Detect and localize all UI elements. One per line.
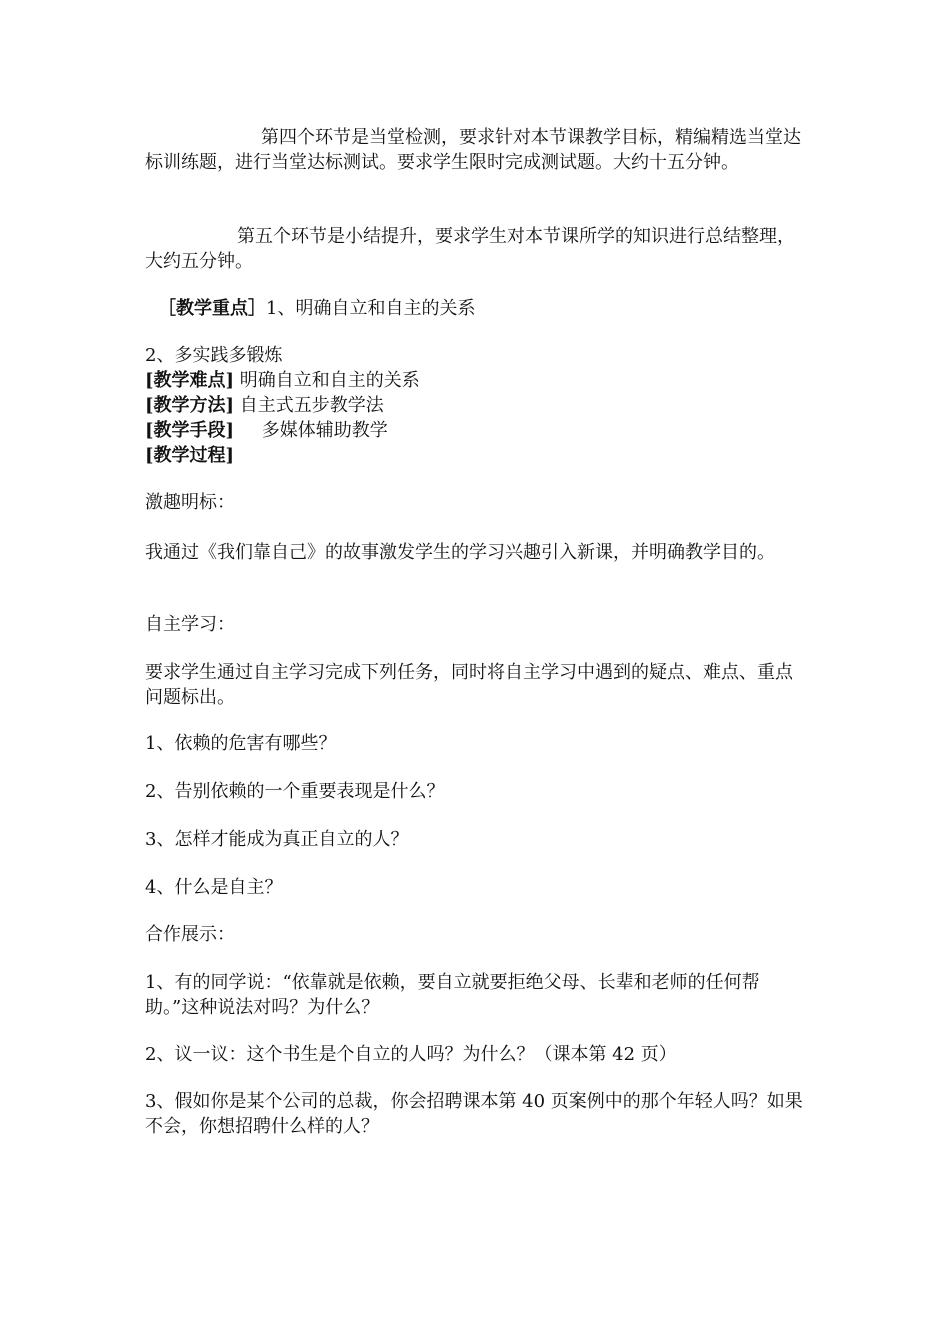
cooperation-heading: 合作展示： <box>145 924 235 945</box>
self-study-question-4: 4、什么是自主？ <box>145 877 283 898</box>
paragraph-fifth-step: 第五个环节是小结提升，要求学生对本节课所学的知识进行总结整理，大约五分钟。 <box>145 226 795 272</box>
cooperation-question-3: 3、假如你是某个公司的总裁，你会招聘课本第 40 页案例中的那个年轻人吗？如果不会，你想招聘什么样的人？ <box>145 1091 803 1137</box>
teaching-tools-label: [教学手段] <box>145 420 235 441</box>
cooperation-question-2: 2、议一议：这个书生是个自立的人吗？为什么？（课本第 42 页） <box>145 1044 677 1065</box>
intro-text: 我通过《我们靠自己》的故事激发学生的学习兴趣引入新课，并明确教学目的。 <box>145 542 775 563</box>
teaching-focus-line <box>158 296 475 321</box>
self-study-question-2: 2、告别依赖的一个重要表现是什么？ <box>145 781 445 802</box>
self-study-heading: 自主学习： <box>145 614 235 635</box>
self-study-question-1: 1、依赖的危害有哪些？ <box>145 733 337 754</box>
teaching-method-line <box>145 393 384 418</box>
teaching-method-text: 自主式五步教学法 <box>239 395 384 416</box>
intro-heading: 激趣明标： <box>145 492 235 513</box>
teaching-tools-text: 多媒体辅助教学 <box>261 420 388 441</box>
teaching-focus-item-1: 1、明确自立和自主的关系 <box>266 298 476 319</box>
teaching-method-label: [教学方法] <box>145 395 235 416</box>
teaching-focus-label: ［教学重点］ <box>158 298 266 319</box>
teaching-difficulty-label: [教学难点] <box>145 370 235 391</box>
teaching-difficulty-text: 明确自立和自主的关系 <box>239 370 420 391</box>
teaching-focus-item-2: 2、多实践多锻炼 <box>145 345 283 366</box>
teaching-process-label: [教学过程] <box>145 445 235 466</box>
self-study-question-3: 3、怎样才能成为真正自立的人？ <box>145 829 409 850</box>
teaching-tools-line <box>145 418 388 443</box>
paragraph-fourth-step: 第四个环节是当堂检测，要求针对本节课教学目标，精编精选当堂达标训练题，进行当堂达标测试。要求学生限时完成测试题。大约十五分钟。 <box>145 127 801 173</box>
self-study-text: 要求学生通过自主学习完成下列任务，同时将自主学习中遇到的疑点、难点、重点问题标出。 <box>145 662 793 708</box>
teaching-difficulty-line <box>145 368 420 393</box>
cooperation-question-1: 1、有的同学说：“依靠就是依赖，要自立就要拒绝父母、长辈和老师的任何帮助。”这种说法对吗？为什么？ <box>145 972 760 1018</box>
